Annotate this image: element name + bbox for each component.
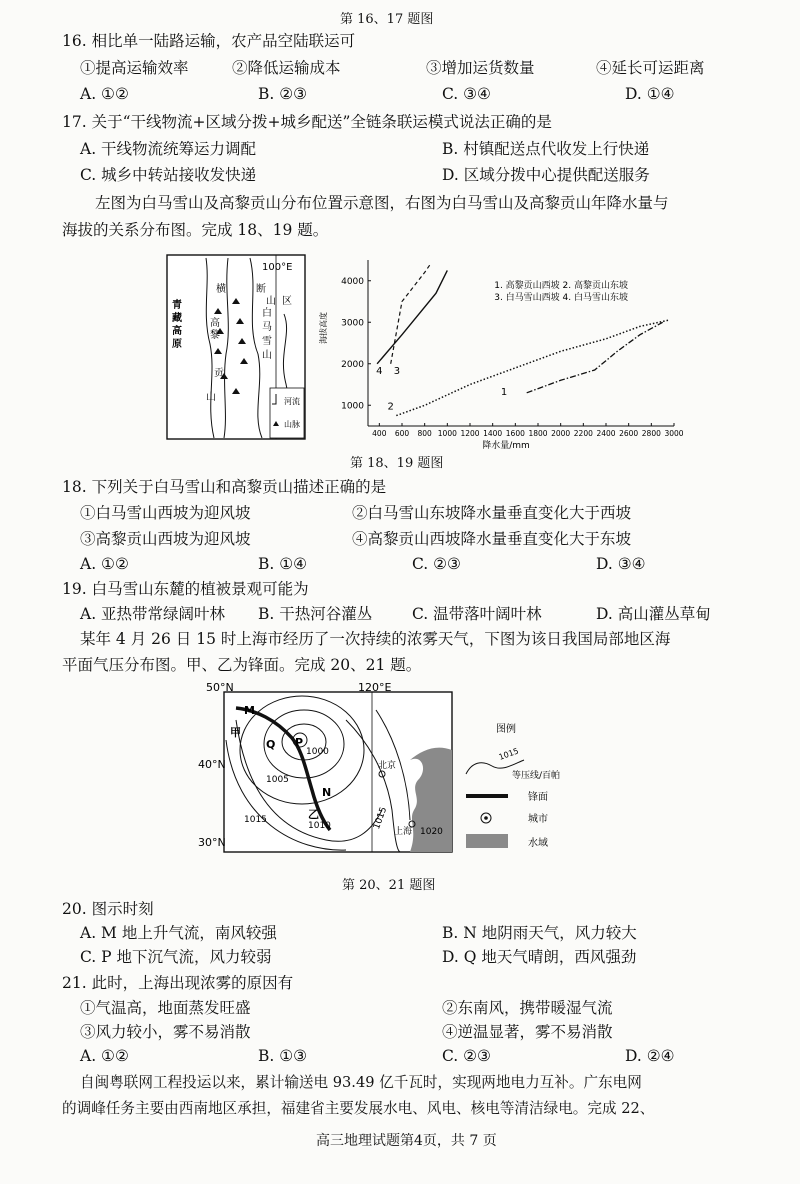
q18-option-d[interactable]: D. ③④ (596, 555, 646, 573)
pressure-map (196, 680, 616, 870)
chart-series-label-2: 2 (387, 401, 394, 413)
svg-text:城市: 城市 (528, 814, 548, 825)
chart-series-label-4: 4 (376, 366, 383, 378)
svg-text:断: 断 (256, 284, 266, 295)
q19-option-b[interactable]: B. 干热河谷灌丛 (258, 605, 373, 623)
q21-option-b[interactable]: B. ①③ (258, 1047, 308, 1065)
chart-y-tick-label: 2000 (341, 359, 364, 370)
chart-x-tick-label: 1200 (460, 429, 480, 438)
isobar-1010: 1010 (308, 821, 331, 831)
chart-x-tick-label: 2200 (573, 429, 593, 438)
intro-18-19-line2: 海拔的关系分布图。完成 18、19 题。 (62, 221, 329, 239)
legend-river: 河流 (284, 397, 300, 406)
q20-stem: 20. 图示时刻 (62, 900, 154, 918)
svg-text:等压线/百帕: 等压线/百帕 (512, 771, 561, 781)
lat-50-label: 50°N (206, 681, 234, 694)
svg-text:1015: 1015 (497, 746, 520, 762)
meridian-label: 100°E (262, 262, 293, 273)
q16-item-2: ②降低运输成本 (232, 59, 341, 77)
intro-20-21-line1: 某年 4 月 26 日 15 时上海市经历了一次持续的浓雾天气，下图为该日我国局部地区海 (80, 630, 671, 648)
q21-item-4: ④逆温显著，雾不易消散 (442, 1023, 613, 1041)
q21-stem: 21. 此时，上海出现浓雾的原因有 (62, 974, 294, 992)
chart-series-label-3: 3 (393, 366, 401, 378)
q20-option-b[interactable]: B. N 地阴雨天气，风力较大 (442, 924, 637, 942)
q20-option-d[interactable]: D. Q 地天气晴朗，西风强劲 (442, 948, 637, 966)
figure-caption-16-17: 第 16、17 题图 (340, 12, 434, 27)
q16-item-4: ④延长可运距离 (596, 59, 705, 77)
q16-item-1: ①提高运输效率 (80, 59, 189, 77)
front-jia: 甲 (230, 726, 241, 739)
isobar-1005: 1005 (266, 775, 289, 785)
q16-option-b[interactable]: B. ②③ (258, 85, 308, 103)
chart-series-line-3 (391, 264, 431, 364)
svg-text:雪: 雪 (262, 336, 272, 347)
chart-x-tick-label: 400 (372, 429, 387, 438)
chart-x-tick-label: 2400 (596, 429, 616, 438)
chart-series-line-2 (393, 320, 668, 415)
chart-legend-line1: 1. 高黎贡山西坡 2. 高黎贡山东坡 (494, 281, 628, 291)
q17-stem: 17. 关于“干线物流+区域分拨+城乡配送”全链条联运模式说法正确的是 (62, 113, 552, 131)
chart-x-tick-label: 1400 (483, 429, 503, 438)
point-n: N (322, 786, 332, 799)
q18-stem: 18. 下列关于白马雪山和高黎贡山描述正确的是 (62, 478, 387, 496)
q16-option-d[interactable]: D. ①④ (625, 85, 675, 103)
city-shanghai: 上海 (394, 827, 413, 837)
q16-option-a[interactable]: A. ①② (80, 85, 129, 103)
svg-text:锋面: 锋面 (528, 792, 548, 803)
svg-text:图例: 图例 (496, 724, 516, 735)
q18-item-1: ①白马雪山西坡为迎风坡 (80, 504, 251, 522)
q17-option-a[interactable]: A. 干线物流统筹运力调配 (80, 140, 257, 158)
chart-x-tick-label: 3000 (664, 429, 684, 438)
point-p: P (295, 736, 304, 749)
svg-text:高: 高 (210, 318, 220, 329)
intro-22-line2: 的调峰任务主要由西南地区承担，福建省主要发展水电、风电、核电等清洁绿电。完成 22、 (62, 1100, 655, 1117)
chart-x-tick-label: 1600 (505, 429, 525, 438)
q18-option-c[interactable]: C. ②③ (412, 555, 461, 573)
isobar-1015-a: 1015 (244, 815, 267, 825)
svg-text:山: 山 (262, 350, 272, 361)
q19-option-a[interactable]: A. 亚热带常绿阔叶林 (80, 605, 226, 623)
svg-text:白: 白 (262, 308, 272, 319)
mountain-location-map (166, 254, 306, 440)
chart-ylabel: 海拔高度 (319, 312, 328, 344)
svg-text:黎: 黎 (210, 330, 220, 341)
q18-item-2: ②白马雪山东坡降水量垂直变化大于西坡 (352, 504, 632, 522)
chart-x-tick-label: 2000 (551, 429, 571, 438)
q21-item-1: ①气温高，地面蒸发旺盛 (80, 999, 251, 1017)
chart-x-tick-label: 2800 (641, 429, 661, 438)
water-legend-icon (466, 834, 508, 848)
q16-option-c[interactable]: C. ③④ (442, 85, 491, 103)
isobar-1000: 1000 (306, 747, 329, 757)
q18-option-a[interactable]: A. ①② (80, 555, 129, 573)
q17-option-c[interactable]: C. 城乡中转站接收发快递 (80, 166, 257, 184)
isobar-1015-b: 1015 (372, 805, 390, 831)
q20-option-a[interactable]: A. M 地上升气流，南风较强 (80, 924, 277, 942)
chart-series-line-4 (377, 270, 447, 363)
legend-mountain: 山脉 (284, 420, 300, 429)
map1-legend (270, 388, 304, 438)
q17-option-b[interactable]: B. 村镇配送点代收发上行快递 (442, 140, 650, 158)
chart-series-line-1 (527, 322, 663, 393)
svg-text:水域: 水域 (528, 838, 548, 849)
figure-caption-20-21: 第 20、21 题图 (342, 878, 436, 893)
intro-18-19-line1: 左图为白马雪山及高黎贡山分布位置示意图，右图为白马雪山及高黎贡山年降水量与 (95, 194, 669, 212)
chart-y-tick-label: 3000 (341, 318, 364, 329)
q19-option-d[interactable]: D. 高山灌丛草甸 (596, 605, 711, 623)
city-legend-icon (484, 816, 488, 820)
precipitation-elevation-chart (318, 254, 684, 451)
svg-text:藏: 藏 (172, 313, 182, 324)
q20-option-c[interactable]: C. P 地下沉气流，风力较弱 (80, 948, 272, 966)
page-footer: 高三地理试题第4页，共 7 页 (316, 1133, 497, 1149)
chart-x-tick-label: 1800 (528, 429, 548, 438)
q21-option-d[interactable]: D. ②④ (625, 1047, 675, 1065)
svg-text:区: 区 (282, 296, 292, 307)
q18-item-4: ④高黎贡山西坡降水量垂直变化大于东坡 (352, 530, 632, 548)
q21-item-2: ②东南风，携带暖湿气流 (442, 999, 613, 1017)
svg-text:原: 原 (172, 339, 182, 350)
chart-x-tick-label: 2600 (619, 429, 639, 438)
chart-y-tick-label: 1000 (341, 401, 364, 412)
q21-option-a[interactable]: A. ①② (80, 1047, 129, 1065)
svg-text:横: 横 (216, 284, 226, 295)
figure-caption-18-19: 第 18、19 题图 (350, 456, 444, 471)
q18-item-3: ③高黎贡山西坡为迎风坡 (80, 530, 251, 548)
chart-legend-line2: 3. 白马雪山西坡 4. 白马雪山东坡 (494, 293, 628, 303)
chart-x-tick-label: 600 (394, 429, 410, 438)
q21-option-c[interactable]: C. ②③ (442, 1047, 491, 1065)
svg-text:山: 山 (206, 392, 216, 403)
intro-20-21-line2: 平面气压分布图。甲、乙为锋面。完成 20、21 题。 (62, 656, 422, 674)
q17-option-d[interactable]: D. 区域分拨中心提供配送服务 (442, 166, 650, 184)
q19-option-c[interactable]: C. 温带落叶阔叶林 (412, 605, 542, 623)
shanghai-pressure: 1020 (420, 827, 443, 837)
chart-series-label-1: 1 (500, 386, 508, 398)
front-yi: 乙 (308, 808, 319, 821)
lat-40-label: 40°N (198, 758, 226, 771)
lon-120-label: 120°E (358, 681, 392, 694)
svg-text:马: 马 (262, 322, 272, 333)
svg-text:贡: 贡 (214, 368, 224, 379)
map2-legend (466, 722, 560, 849)
q18-option-b[interactable]: B. ①④ (258, 555, 308, 573)
q21-item-3: ③风力较小，雾不易消散 (80, 1023, 251, 1041)
chart-y-tick-label: 4000 (341, 276, 364, 287)
chart-xlabel: 降水量/mm (482, 441, 530, 451)
chart-x-tick-label: 1000 (437, 429, 457, 438)
point-q: Q (266, 738, 276, 751)
point-m: M (244, 704, 255, 717)
q16-stem: 16. 相比单一陆路运输，农产品空陆联运可 (62, 32, 356, 50)
svg-text:山: 山 (266, 296, 276, 307)
q19-stem: 19. 白马雪山东麓的植被景观可能为 (62, 580, 309, 598)
q16-item-3: ③增加运货数量 (426, 59, 535, 77)
intro-22-line1: 自闽粤联网工程投运以来，累计输送电 93.49 亿千瓦时，实现两地电力互补。广东电网 (80, 1074, 642, 1091)
svg-text:高: 高 (172, 326, 182, 337)
lat-30-label: 30°N (198, 836, 226, 849)
svg-text:青: 青 (172, 300, 182, 311)
chart-x-tick-label: 800 (417, 429, 432, 438)
city-beijing: 北京 (378, 761, 397, 771)
